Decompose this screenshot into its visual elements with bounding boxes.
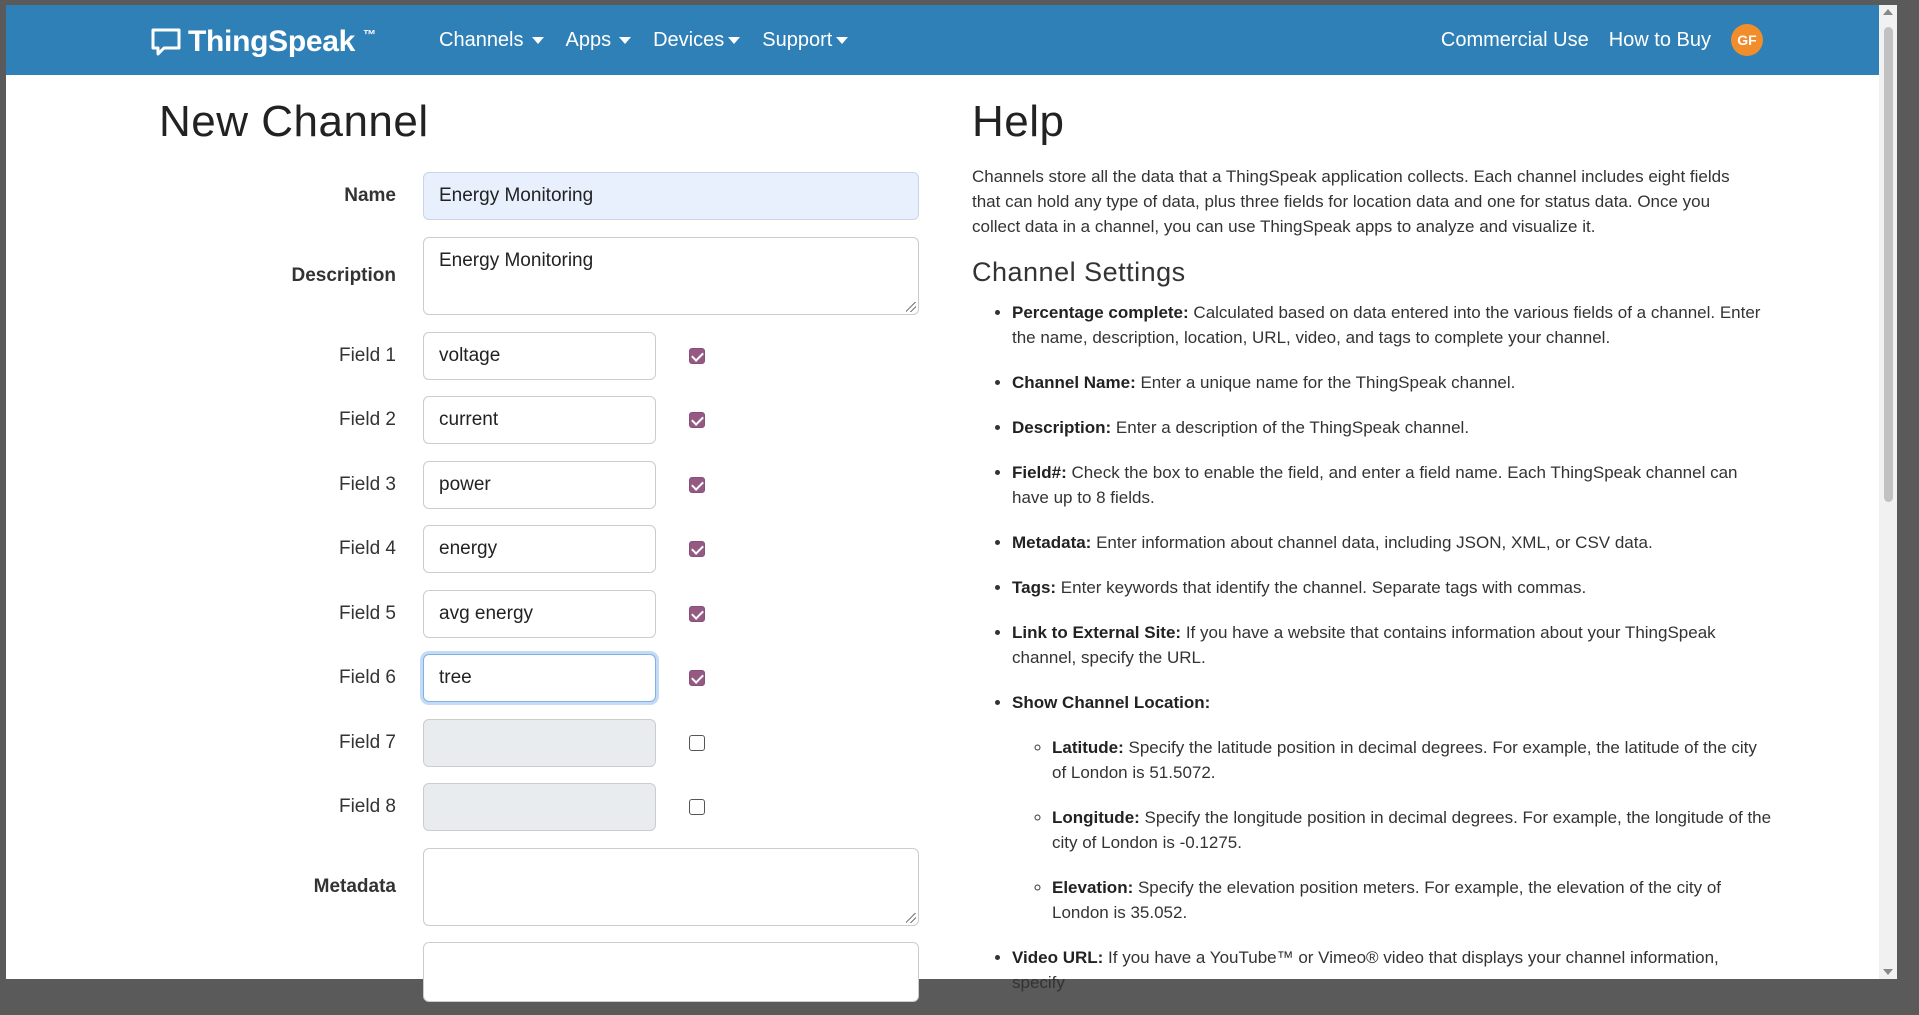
field-row-1 <box>6 332 926 380</box>
help-term: Description: <box>1012 418 1112 437</box>
field-value: avg energy <box>439 603 534 624</box>
list-item <box>1012 530 1772 555</box>
help-text: Enter keywords that identify the channel. Separate tags with commas. <box>1056 578 1587 597</box>
field-2-checkbox[interactable] <box>689 412 705 428</box>
resize-handle-icon[interactable] <box>906 913 916 923</box>
help-intro: Channels store all the data that a ThingSpeak application collects. Each channel includes eight fields that can hold any type of data, plus three fields for location data and one for status data. Once you collect data in a channel, you can use ThingSpeak apps to analyze and visualize it. <box>972 167 1730 236</box>
list-item <box>1052 875 1772 925</box>
list-item <box>1012 575 1772 600</box>
nav-menu-channels[interactable] <box>439 29 544 52</box>
help-term: Tags: <box>1012 578 1057 597</box>
field-5-checkbox[interactable] <box>689 606 705 622</box>
help-term: Percentage complete: <box>1012 303 1189 322</box>
list-item <box>1012 620 1772 670</box>
field-3-input[interactable] <box>423 461 656 509</box>
name-input-value: Energy Monitoring <box>439 185 594 206</box>
field-4-input[interactable] <box>423 525 656 573</box>
description-value: Energy Monitoring <box>439 250 594 271</box>
field-7-checkbox[interactable] <box>689 735 705 751</box>
help-term: Elevation: <box>1052 878 1134 897</box>
page-scrollbar[interactable] <box>1879 5 1897 979</box>
nav-menu-label: Devices <box>653 28 725 51</box>
field-row-4 <box>6 525 926 573</box>
field-8-checkbox[interactable] <box>689 799 705 815</box>
field-row-6 <box>6 654 926 702</box>
name-row <box>6 172 926 220</box>
help-term: Latitude: <box>1052 738 1124 757</box>
list-item <box>1052 805 1772 855</box>
help-term: Metadata: <box>1012 533 1092 552</box>
brand-name: ThingSpeak <box>188 25 356 58</box>
field-label: Field 2 <box>338 409 396 430</box>
list-item <box>1012 690 1772 925</box>
brand-logo[interactable] <box>150 25 376 59</box>
user-avatar[interactable]: GF <box>1731 24 1763 56</box>
help-text: Enter information about channel data, including JSON, XML, or CSV data. <box>1091 533 1653 552</box>
list-item <box>1012 415 1772 440</box>
help-term: Channel Name: <box>1012 373 1136 392</box>
field-label: Field 4 <box>338 538 396 559</box>
help-term: Link to External Site: <box>1012 623 1182 642</box>
field-row-2 <box>6 396 926 444</box>
nav-menus <box>439 5 848 75</box>
help-text: Enter a description of the ThingSpeak channel. <box>1111 418 1470 437</box>
channel-settings-heading: Channel Settings <box>972 257 1186 287</box>
scrollbar-thumb[interactable] <box>1884 27 1893 502</box>
nav-menu-label: Channels <box>439 28 524 51</box>
field-value: tree <box>439 667 472 688</box>
list-item <box>1012 945 1772 995</box>
metadata-label: Metadata <box>313 876 396 897</box>
metadata-textarea[interactable] <box>423 848 919 926</box>
description-textarea[interactable] <box>423 237 919 315</box>
field-value: energy <box>439 538 498 559</box>
tags-input[interactable] <box>423 942 919 1002</box>
field-row-5 <box>6 590 926 638</box>
caret-down-icon <box>619 37 631 44</box>
field-1-input[interactable] <box>423 332 656 380</box>
help-text: Specify the latitude position in decimal degrees. For example, the latitude of the city of London is 51.5072. <box>1052 738 1757 782</box>
help-text: Enter a unique name for the ThingSpeak channel. <box>1135 373 1516 392</box>
tags-row <box>6 942 926 1002</box>
nav-menu-support[interactable] <box>762 29 848 52</box>
help-term: Longitude: <box>1052 808 1140 827</box>
metadata-row <box>6 848 926 926</box>
field-4-checkbox[interactable] <box>689 541 705 557</box>
caret-down-icon <box>836 37 848 44</box>
browser-viewport <box>6 5 1897 992</box>
field-8-input[interactable] <box>423 783 656 831</box>
nav-menu-apps[interactable] <box>566 29 632 52</box>
field-row-7 <box>6 719 926 767</box>
field-label: Field 3 <box>338 474 396 495</box>
help-text: If you have a YouTube™ or Vimeo® video that displays your channel information, specify <box>1012 948 1719 992</box>
field-1-checkbox[interactable] <box>689 348 705 364</box>
field-5-input[interactable] <box>423 590 656 638</box>
field-value: voltage <box>439 345 501 366</box>
field-label: Field 6 <box>338 667 396 688</box>
scroll-up-arrow-icon[interactable] <box>1883 9 1893 15</box>
scroll-down-arrow-icon[interactable] <box>1883 969 1893 975</box>
list-item <box>1012 300 1772 350</box>
help-text: Calculated based on data entered into the various fields of a channel. Enter the name, description, location, URL, video, and tags to complete your channel. <box>1012 303 1761 347</box>
help-panel <box>972 97 1772 1015</box>
field-value: power <box>439 474 491 495</box>
nav-menu-devices[interactable] <box>653 29 740 52</box>
chat-bubble-icon <box>150 26 182 58</box>
field-3-checkbox[interactable] <box>689 477 705 493</box>
field-6-checkbox[interactable] <box>689 670 705 686</box>
page-title: New Channel <box>159 97 429 146</box>
list-item <box>1012 370 1772 395</box>
help-term: Show Channel Location: <box>1012 693 1211 712</box>
list-item <box>1052 735 1772 785</box>
help-text: Specify the longitude position in decimal degrees. For example, the longitude of the city of London is -0.1275. <box>1052 808 1772 852</box>
name-input[interactable] <box>423 172 919 220</box>
nav-menu-label: Support <box>762 28 833 51</box>
nav-right-links <box>1441 5 1763 75</box>
help-term: Video URL: <box>1012 948 1104 967</box>
field-2-input[interactable] <box>423 396 656 444</box>
help-text: If you have a website that contains information about your ThingSpeak channel, specify the URL. <box>1012 623 1716 667</box>
field-6-input[interactable] <box>423 654 656 702</box>
caret-down-icon <box>728 37 740 44</box>
top-navbar <box>6 5 1897 75</box>
field-label: Field 1 <box>338 345 396 366</box>
field-label: Field 7 <box>338 732 396 753</box>
field-label: Field 8 <box>338 796 396 817</box>
caret-down-icon <box>532 37 544 44</box>
brand-trademark: ™ <box>363 26 377 42</box>
description-row <box>6 237 926 315</box>
field-row-8 <box>6 783 926 831</box>
help-settings-list <box>972 300 1772 995</box>
field-value: current <box>439 409 499 430</box>
field-row-3 <box>6 461 926 509</box>
how-to-buy-link[interactable]: How to Buy <box>1608 28 1711 51</box>
field-7-input[interactable] <box>423 719 656 767</box>
description-label: Description <box>291 265 396 286</box>
help-text: Specify the elevation position meters. For example, the elevation of the city of London is 35.052. <box>1052 878 1722 922</box>
nav-menu-label: Apps <box>565 28 612 51</box>
field-label: Field 5 <box>338 603 396 624</box>
help-title: Help <box>972 97 1065 146</box>
help-text: Check the box to enable the field, and enter a field name. Each ThingSpeak channel can have up to 8 fields. <box>1012 463 1738 507</box>
commercial-use-link[interactable]: Commercial Use <box>1440 28 1589 51</box>
name-label: Name <box>344 185 396 206</box>
resize-handle-icon[interactable] <box>906 302 916 312</box>
help-term: Field#: <box>1012 463 1067 482</box>
list-item <box>1012 460 1772 510</box>
location-sublist <box>1012 735 1772 925</box>
